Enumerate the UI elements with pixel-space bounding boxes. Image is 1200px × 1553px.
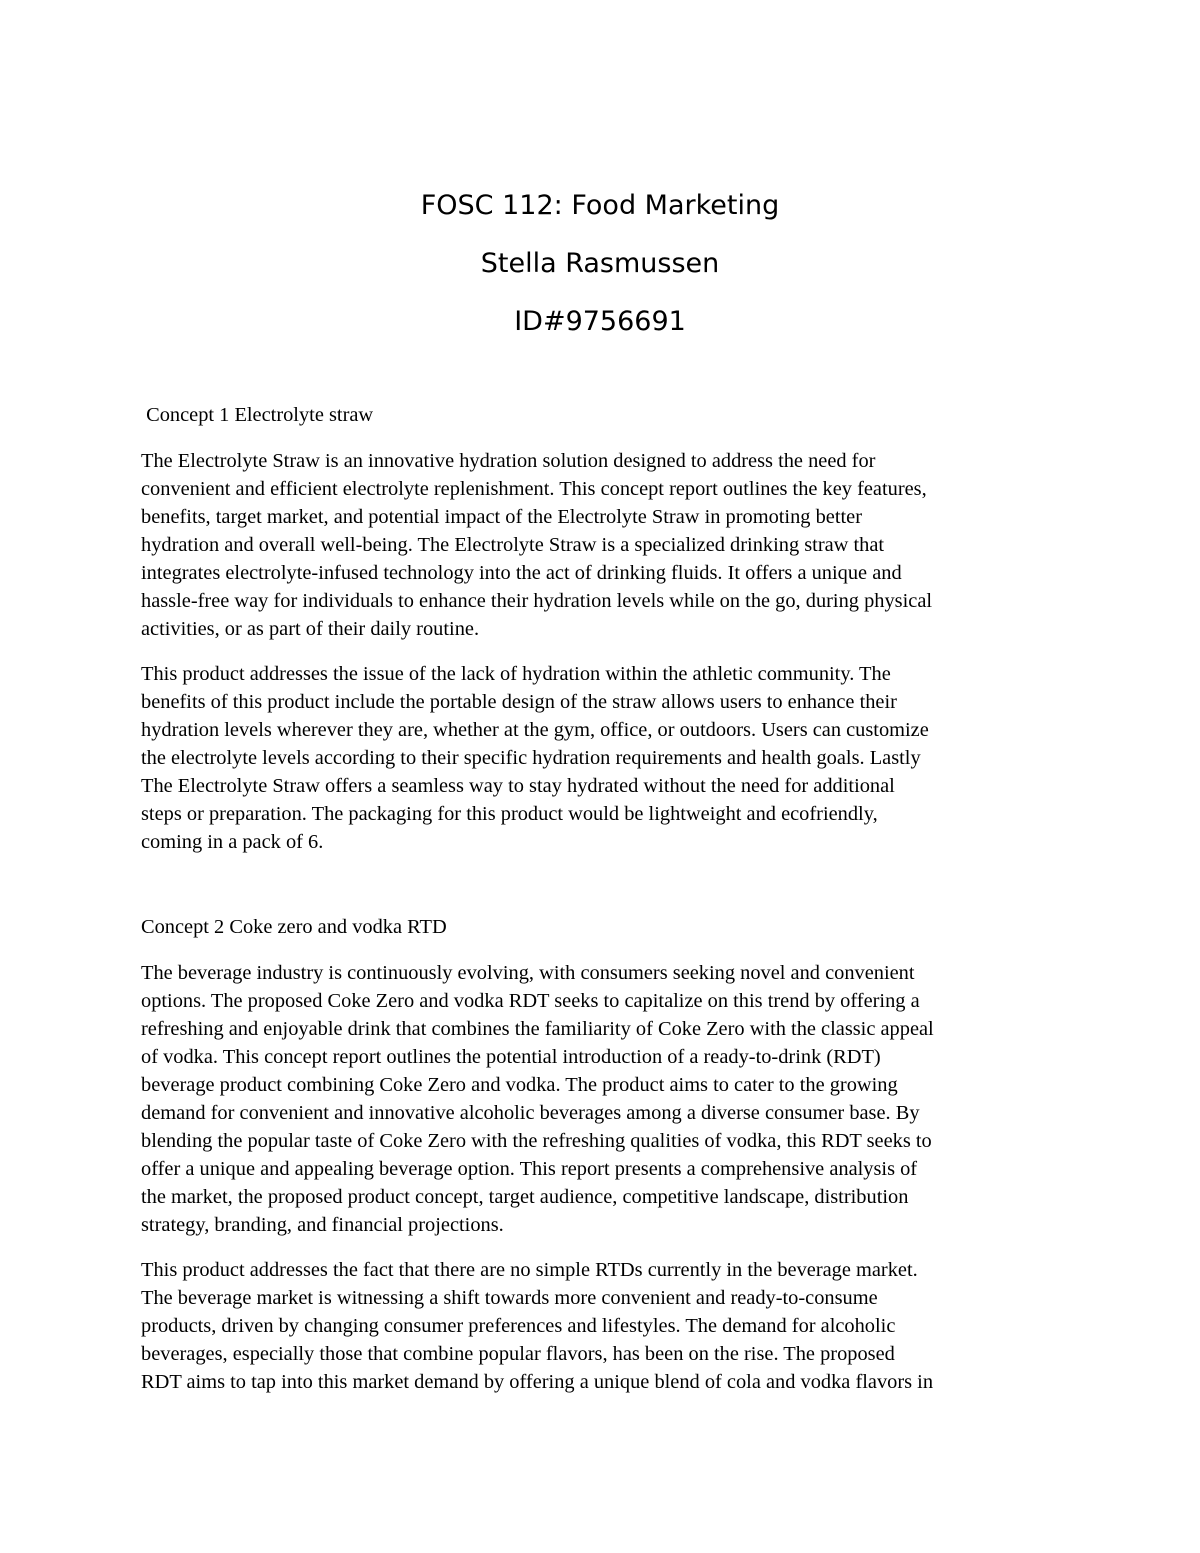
text-line: coming in a pack of 6. xyxy=(141,831,324,853)
text-line: benefits of this product include the portable design of the straw allows users to enhance their xyxy=(141,691,897,713)
text-line: the market, the proposed product concept, target audience, competitive landscape, distribution xyxy=(141,1186,909,1208)
course-title: FOSC 112: Food Marketing xyxy=(420,190,780,221)
text-line: refreshing and enjoyable drink that combines the familiarity of Coke Zero with the classic appeal xyxy=(141,1018,934,1040)
text-line: the electrolyte levels according to their specific hydration requirements and health goals. Lastly xyxy=(141,747,921,769)
student-id: ID#9756691 xyxy=(514,306,686,337)
paragraph xyxy=(141,1256,1063,1396)
text-line: options. The proposed Coke Zero and vodka RDT seeks to capitalize on this trend by offering a xyxy=(141,990,920,1012)
section-concept-2 xyxy=(141,913,1063,1396)
paragraph xyxy=(141,447,1063,643)
author-name: Stella Rasmussen xyxy=(480,248,720,279)
text-line: products, driven by changing consumer preferences and lifestyles. The demand for alcoholic xyxy=(141,1315,896,1337)
paragraph xyxy=(141,959,1063,1239)
section-heading: Concept 2 Coke zero and vodka RTD xyxy=(141,916,447,938)
text-line: The beverage industry is continuously evolving, with consumers seeking novel and convenient xyxy=(141,962,915,984)
text-line: hydration and overall well-being. The Electrolyte Straw is a specialized drinking straw that xyxy=(141,534,885,556)
text-line: offer a unique and appealing beverage option. This report presents a comprehensive analysis of xyxy=(141,1158,918,1180)
text-line: beverage product combining Coke Zero and vodka. The product aims to cater to the growing xyxy=(141,1074,898,1096)
text-line: benefits, target market, and potential impact of the Electrolyte Straw in promoting better xyxy=(141,506,862,528)
text-line: activities, or as part of their daily routine. xyxy=(141,618,480,640)
text-line: convenient and efficient electrolyte replenishment. This concept report outlines the key features, xyxy=(141,478,927,500)
text-line: steps or preparation. The packaging for this product would be lightweight and ecofriendly, xyxy=(141,803,878,825)
text-line: hassle-free way for individuals to enhance their hydration levels while on the go, during physical xyxy=(141,590,933,612)
section-concept-1 xyxy=(141,401,1063,856)
title-block xyxy=(0,186,1200,360)
text-line: demand for convenient and innovative alcoholic beverages among a diverse consumer base. By xyxy=(141,1102,920,1124)
text-line: This product addresses the issue of the lack of hydration within the athletic community. The xyxy=(141,663,891,685)
text-line: beverages, especially those that combine popular flavors, has been on the rise. The proposed xyxy=(141,1343,895,1365)
text-line: This product addresses the fact that there are no simple RTDs currently in the beverage market. xyxy=(141,1259,918,1281)
text-line: hydration levels wherever they are, whether at the gym, office, or outdoors. Users can customize xyxy=(141,719,929,741)
section-heading: Concept 1 Electrolyte straw xyxy=(141,404,374,426)
text-line: of vodka. This concept report outlines the potential introduction of a ready-to-drink (RDT) xyxy=(141,1046,881,1068)
text-line: RDT aims to tap into this market demand by offering a unique blend of cola and vodka flavors in xyxy=(141,1371,934,1393)
text-line: The Electrolyte Straw offers a seamless way to stay hydrated without the need for additional xyxy=(141,775,895,797)
text-line: The beverage market is witnessing a shift towards more convenient and ready-to-consume xyxy=(141,1287,878,1309)
text-line: The Electrolyte Straw is an innovative hydration solution designed to address the need for xyxy=(141,450,876,472)
text-line: strategy, branding, and financial projections. xyxy=(141,1214,504,1236)
text-line: blending the popular taste of Coke Zero with the refreshing qualities of vodka, this RDT seeks to xyxy=(141,1130,932,1152)
paragraph xyxy=(141,660,1063,856)
text-line: integrates electrolyte-infused technology into the act of drinking fluids. It offers a unique and xyxy=(141,562,902,584)
